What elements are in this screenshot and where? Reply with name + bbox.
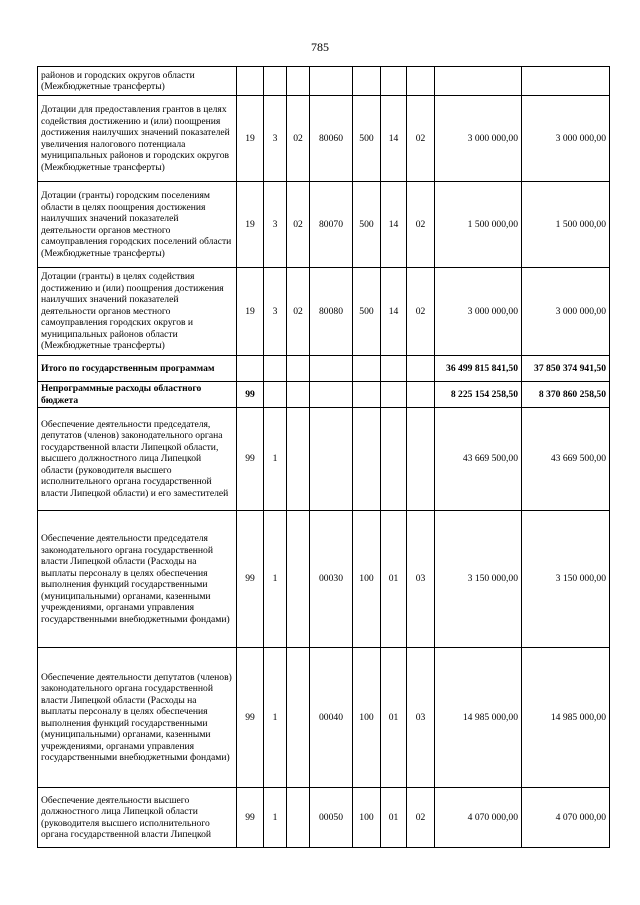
cell-sum2: [522, 67, 610, 96]
cell-desc: Обеспечение деятельности высшего должностного лица Липецкой области (руководителя высшего исполнительного органа государственной власти Липецкой: [38, 788, 237, 848]
cell-f2: 02: [407, 96, 435, 182]
cell-pr: [287, 788, 310, 848]
cell-f1: 01: [381, 788, 407, 848]
cell-vr: 500: [353, 182, 381, 268]
cell-desc: Дотации для предоставления грантов в целях содействия достижению и (или) поощрения достижения наилучших значений показателей увеличения налогового потенциала муниципальных районов и городских округов (Межбюджетные трансферты): [38, 96, 237, 182]
cell-cs: 00050: [310, 788, 353, 848]
cell-pr: [287, 648, 310, 788]
table-row: [38, 96, 610, 182]
cell-sum2: 37 850 374 941,50: [522, 356, 610, 382]
cell-sum2: 14 985 000,00: [522, 648, 610, 788]
table-row: [38, 182, 610, 268]
cell-rz: 1: [264, 648, 287, 788]
cell-cs: [310, 382, 353, 408]
cell-f2: [407, 67, 435, 96]
cell-vr: 500: [353, 268, 381, 356]
cell-cs: 00040: [310, 648, 353, 788]
cell-gr: 99: [237, 382, 264, 408]
cell-desc: Обеспечение деятельности депутатов (членов) законодательного органа государственной власти Липецкой области (Расходы на выплаты персоналу в целях обеспечения выполнения функций государственными (муниципальными) органами, казенными учреждениями, органами управления государственными внебюджетными фондами): [38, 648, 237, 788]
cell-rz: 1: [264, 408, 287, 511]
cell-f1: [381, 382, 407, 408]
cell-rz: [264, 382, 287, 408]
cell-cs: [310, 408, 353, 511]
cell-sum2: 8 370 860 258,50: [522, 382, 610, 408]
table-row: [38, 268, 610, 356]
cell-f2: 03: [407, 511, 435, 648]
cell-f1: 14: [381, 268, 407, 356]
cell-f1: [381, 67, 407, 96]
cell-gr: 19: [237, 96, 264, 182]
budget-table: [37, 66, 610, 848]
cell-f2: [407, 408, 435, 511]
cell-f1: [381, 356, 407, 382]
cell-pr: 02: [287, 182, 310, 268]
cell-desc: районов и городских округов области (Межбюджетные трансферты): [38, 67, 237, 96]
cell-cs: 80070: [310, 182, 353, 268]
cell-rz: [264, 67, 287, 96]
cell-sum1: 3 000 000,00: [435, 96, 522, 182]
cell-vr: [353, 382, 381, 408]
cell-f1: 14: [381, 96, 407, 182]
page-number: 785: [311, 40, 329, 54]
cell-rz: 3: [264, 268, 287, 356]
cell-f2: 03: [407, 648, 435, 788]
cell-vr: [353, 67, 381, 96]
cell-pr: [287, 408, 310, 511]
cell-vr: 100: [353, 648, 381, 788]
table-row: [38, 511, 610, 648]
cell-pr: [287, 511, 310, 648]
cell-vr: [353, 356, 381, 382]
table-row: [38, 408, 610, 511]
cell-sum1: 4 070 000,00: [435, 788, 522, 848]
cell-f2: [407, 382, 435, 408]
cell-desc: Обеспечение деятельности председателя, депутатов (членов) законодательного органа государственной власти Липецкой области, высшего должностного лица Липецкой области (руководителя высшего исполнительного органа государственной власти Липецкой области) и его заместителей: [38, 408, 237, 511]
cell-f2: 02: [407, 788, 435, 848]
cell-desc: Непрограммные расходы областного бюджета: [38, 382, 237, 408]
cell-rz: 3: [264, 96, 287, 182]
cell-cs: 00030: [310, 511, 353, 648]
cell-pr: 02: [287, 268, 310, 356]
cell-gr: [237, 356, 264, 382]
cell-sum1: [435, 67, 522, 96]
cell-desc: Дотации (гранты) городским поселениям области в целях поощрения достижения наилучших значений показателей деятельности органов местного самоуправления городских поселений области (Межбюджетные трансферты): [38, 182, 237, 268]
cell-vr: 100: [353, 511, 381, 648]
cell-sum2: 1 500 000,00: [522, 182, 610, 268]
cell-rz: 3: [264, 182, 287, 268]
table-row: [38, 648, 610, 788]
cell-gr: 99: [237, 648, 264, 788]
cell-gr: 99: [237, 788, 264, 848]
cell-pr: [287, 356, 310, 382]
cell-sum2: 3 000 000,00: [522, 268, 610, 356]
cell-pr: [287, 67, 310, 96]
cell-sum1: 3 000 000,00: [435, 268, 522, 356]
cell-rz: 1: [264, 788, 287, 848]
table-row: [38, 67, 610, 96]
cell-vr: 500: [353, 96, 381, 182]
cell-sum1: 1 500 000,00: [435, 182, 522, 268]
table-row: [38, 356, 610, 382]
cell-cs: [310, 356, 353, 382]
cell-gr: 19: [237, 268, 264, 356]
cell-pr: 02: [287, 96, 310, 182]
table-body: [38, 67, 610, 848]
cell-f1: 01: [381, 511, 407, 648]
cell-sum1: 36 499 815 841,50: [435, 356, 522, 382]
cell-sum2: 3 000 000,00: [522, 96, 610, 182]
cell-f1: 01: [381, 648, 407, 788]
cell-f2: 02: [407, 268, 435, 356]
cell-gr: 99: [237, 408, 264, 511]
cell-f2: 02: [407, 182, 435, 268]
cell-gr: 19: [237, 182, 264, 268]
cell-vr: [353, 408, 381, 511]
cell-pr: [287, 382, 310, 408]
cell-cs: [310, 67, 353, 96]
cell-f1: [381, 408, 407, 511]
cell-sum2: 4 070 000,00: [522, 788, 610, 848]
cell-rz: 1: [264, 511, 287, 648]
cell-sum2: 3 150 000,00: [522, 511, 610, 648]
cell-gr: [237, 67, 264, 96]
cell-sum1: 3 150 000,00: [435, 511, 522, 648]
cell-sum2: 43 669 500,00: [522, 408, 610, 511]
table-row: [38, 382, 610, 408]
cell-sum1: 14 985 000,00: [435, 648, 522, 788]
cell-sum1: 43 669 500,00: [435, 408, 522, 511]
cell-cs: 80080: [310, 268, 353, 356]
cell-desc: Итого по государственным программам: [38, 356, 237, 382]
cell-sum1: 8 225 154 258,50: [435, 382, 522, 408]
cell-f2: [407, 356, 435, 382]
cell-f1: 14: [381, 182, 407, 268]
cell-desc: Обеспечение деятельности председателя законодательного органа государственной власти Липецкой области (Расходы на выплаты персоналу в целях обеспечения выполнения функций государственными (муниципальными) органами, казенными учреждениями, органами управления государственными внебюджетными фондами): [38, 511, 237, 648]
cell-vr: 100: [353, 788, 381, 848]
cell-rz: [264, 356, 287, 382]
cell-desc: Дотации (гранты) в целях содействия достижению и (или) поощрения достижения наилучших значений показателей деятельности органов местного самоуправления городских округов и муниципальных районов области (Межбюджетные трансферты): [38, 268, 237, 356]
table-row: [38, 788, 610, 848]
cell-cs: 80060: [310, 96, 353, 182]
cell-gr: 99: [237, 511, 264, 648]
